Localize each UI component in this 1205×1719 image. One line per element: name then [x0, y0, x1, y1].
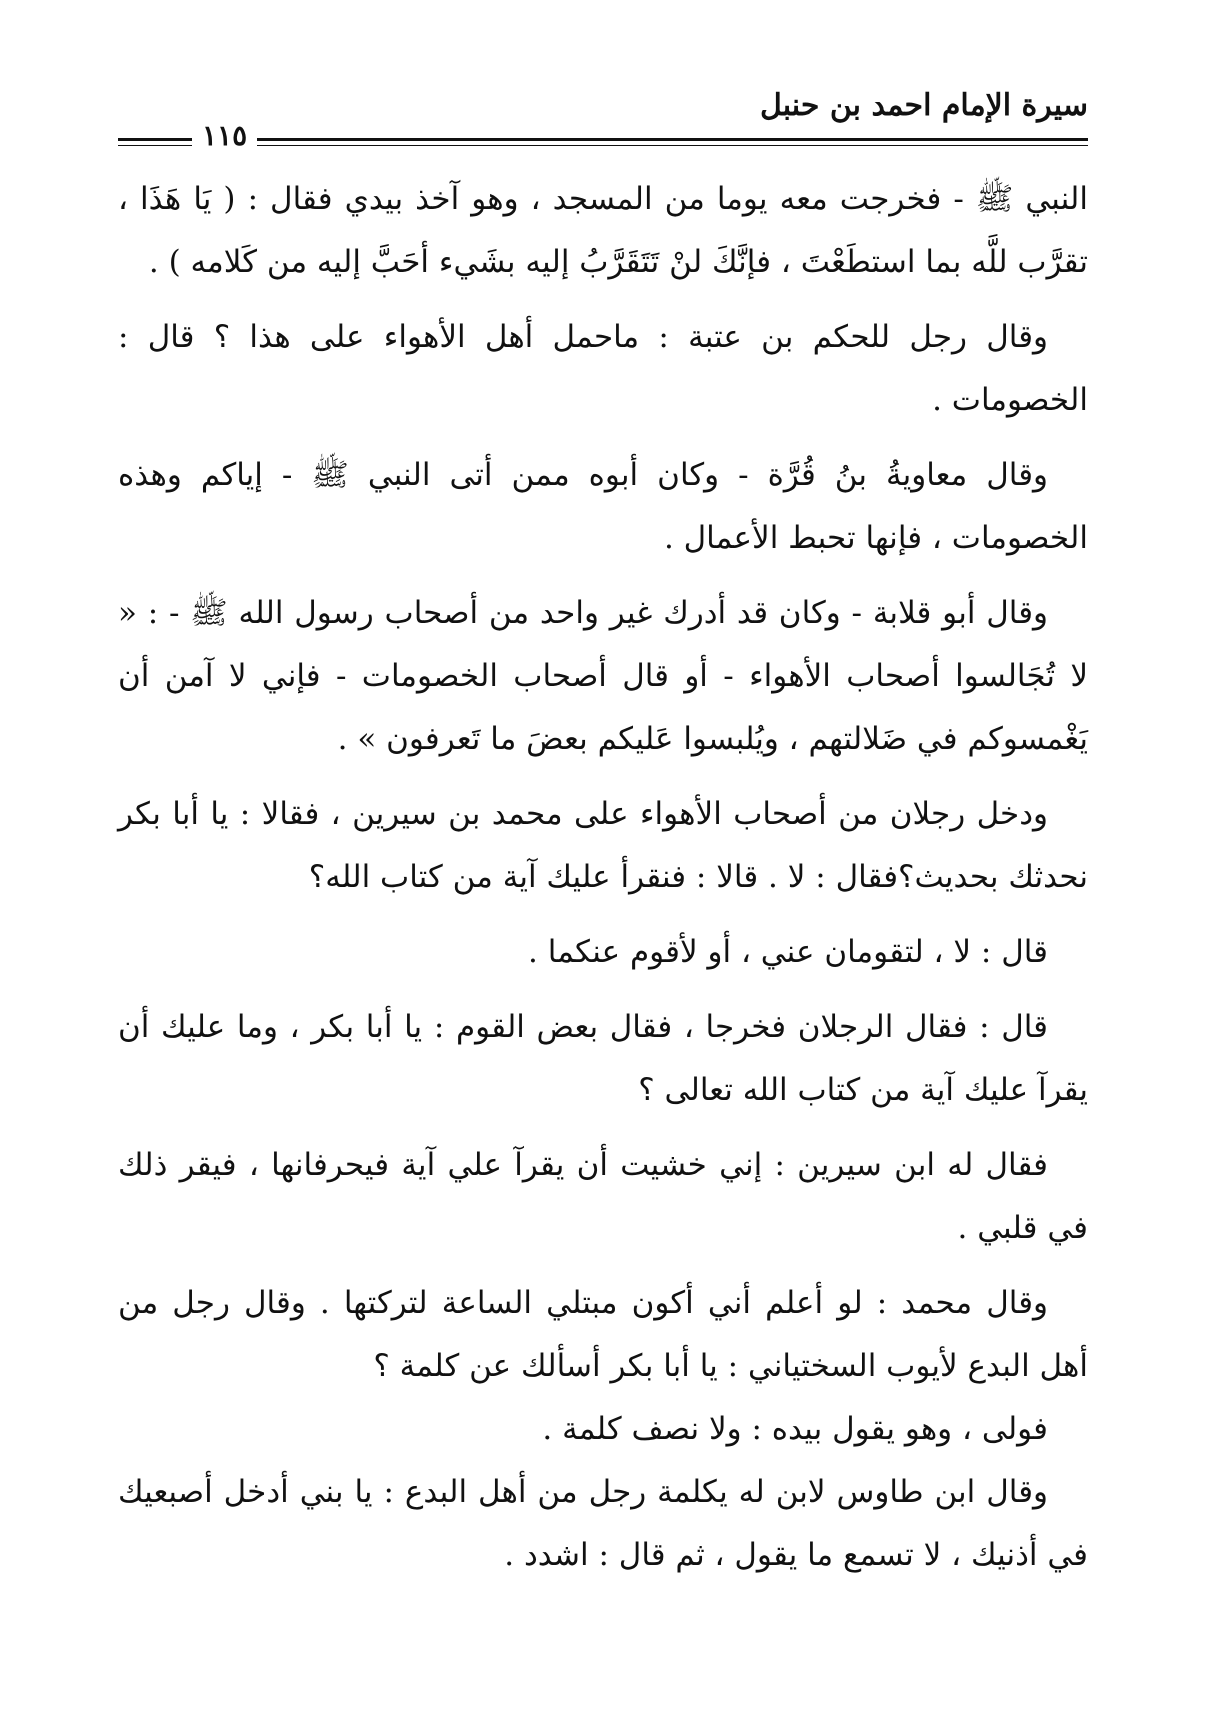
paragraph: ودخل رجلان من أصحاب الأهواء على محمد بن سيرين ، فقالا : يا أبا بكر نحدثك بحديث؟فقال : لا . قالا : فنقرأ عليك آية من كتاب الله؟ [118, 796, 1088, 895]
header-title: سيرة الإمام احمد بن حنبل [760, 88, 1088, 123]
header-rule [118, 138, 1088, 141]
paragraph: قال : لا ، لتقومان عني ، أو لأقوم عنكما . [528, 934, 1048, 970]
paragraph: وقال رجل للحكم بن عتبة : ماحمل أهل الأهواء على هذا ؟ قال : الخصومات . [118, 319, 1088, 418]
running-header [118, 88, 1088, 150]
paragraph: فولى ، وهو يقول بيده : ولا نصف كلمة . [542, 1411, 1048, 1447]
paragraph: وقال معاويةُ بنُ قُرَّة - وكان أبوه ممن أتى النبي ﷺ - إياكم وهذه الخصومات ، فإنها تحبط الأعمال . [118, 457, 1088, 556]
paragraph: وقال محمد : لو أعلم أني أكون مبتلي الساعة لتركتها . وقال رجل من أهل البدع لأيوب السختياني : يا أبا بكر أسألك عن كلمة ؟ [118, 1285, 1088, 1384]
paragraph: النبي ﷺ - فخرجت معه يوما من المسجد ، وهو آخذ بيدي فقال : ( يَا هَذَا ، تقرَّب للَّه بما استطَعْتَ ، فإنَّكَ لنْ تَتَقَرَّبُ إليه بشَيء أحَبَّ إليه من كَلامه ) . [118, 181, 1088, 280]
paragraph: فقال له ابن سيرين : إني خشيت أن يقرآ علي آية فيحرفانها ، فيقر ذلك في قلبي . [118, 1147, 1088, 1246]
paragraph: وقال أبو قلابة - وكان قد أدرك غير واحد من أصحاب رسول الله ﷺ - : « لا تُجَالسوا أصحاب الأهواء - أو قال أصحاب الخصومات - فإني لا آمن أن يَغْمسوكم في ضَلالتهم ، ويُلبسوا عَليكم بعضَ ما تَعرفون » . [118, 595, 1088, 757]
page-number: ١١٥ [192, 118, 257, 154]
body-text [118, 168, 1088, 1688]
header-rule-thin [118, 145, 1088, 146]
paragraph: وقال ابن طاوس لابن له يكلمة رجل من أهل البدع : يا بني أدخل أصبعيك في أذنيك ، لا تسمع ما يقول ، ثم قال : اشدد . [118, 1474, 1088, 1573]
paragraph: قال : فقال الرجلان فخرجا ، فقال بعض القوم : يا أبا بكر ، وما عليك أن يقرآ عليك آية من كتاب الله تعالى ؟ [118, 1009, 1088, 1108]
